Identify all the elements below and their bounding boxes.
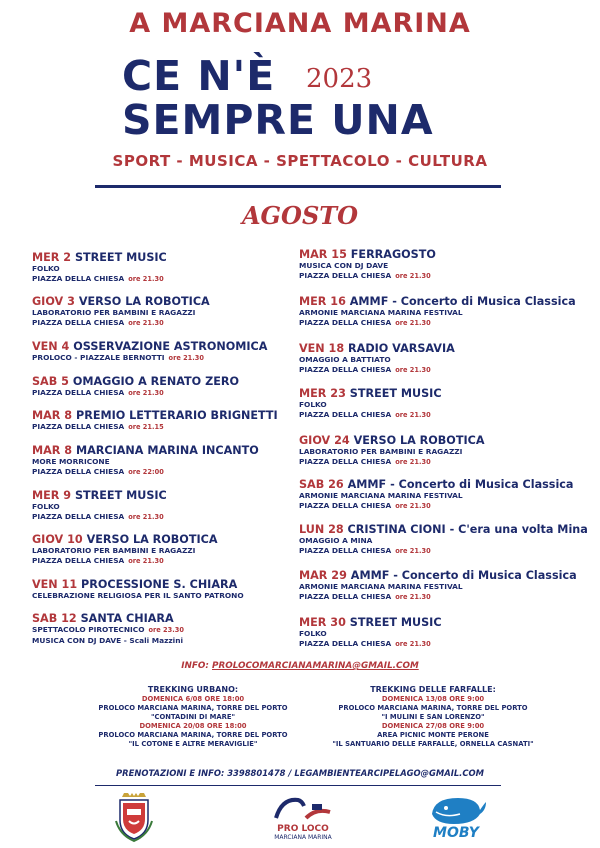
event-day: MER 23: [299, 387, 346, 400]
event-day: MAR 8: [32, 409, 73, 422]
town-title: A MARCIANA MARINA: [129, 8, 471, 39]
event-detail: [32, 318, 322, 329]
event-title: VERSO LA ROBOTICA: [353, 434, 485, 447]
event-time: ore 21.30: [395, 410, 431, 419]
event-item: [32, 295, 322, 328]
event-time: ore 21.30: [128, 556, 164, 565]
event-detail-text: PIAZZA DELLA CHIESA: [299, 500, 392, 510]
event-title: AMMF - Concerto di Musica Classica: [350, 569, 577, 582]
event-detail: [299, 410, 589, 421]
event-detail-text: PIAZZA DELLA CHIESA: [299, 591, 392, 601]
event-detail: [32, 308, 322, 318]
event-detail-text: PIAZZA DELLA CHIESA: [299, 270, 392, 280]
event-detail: [32, 502, 322, 512]
event-detail-text: PIAZZA DELLA CHIESA: [299, 317, 392, 327]
event-time: ore 21.15: [128, 423, 164, 431]
event-detail: [32, 457, 322, 467]
event-item: [32, 251, 322, 284]
event-item: [32, 375, 322, 399]
event-detail: [299, 400, 589, 410]
trek-place: PROLOCO MARCIANA MARINA, TORRE DEL PORTO: [98, 731, 288, 739]
event-detail-text: FOLKO: [32, 264, 60, 273]
event-time: ore 21.30: [128, 274, 164, 283]
event-detail: [32, 467, 322, 478]
trek-name: "IL SANTUARIO DELLE FARFALLE, ORNELLA CASNATI": [332, 740, 534, 748]
event-heading: [32, 409, 322, 422]
trek-date: DOMENICA 20/08 ORE 18:00: [139, 722, 247, 730]
event-time: ore 21.30: [395, 592, 431, 601]
event-detail: [32, 546, 322, 556]
event-detail-text: PROLOCO - PIAZZALE BERNOTTI: [32, 353, 165, 362]
event-detail-text: LABORATORIO PER BAMBINI E RAGAZZI: [32, 546, 196, 555]
event-item: [299, 478, 589, 511]
event-item: [299, 569, 589, 602]
event-title: VERSO LA ROBOTICA: [78, 295, 210, 308]
event-item: [299, 342, 589, 375]
event-title: AMMF - Concerto di Musica Classica: [347, 478, 574, 491]
event-title: OSSERVAZIONE ASTRONOMICA: [73, 340, 268, 353]
event-day: SAB 12: [32, 612, 77, 625]
info-line: [0, 661, 600, 671]
header-divider: [95, 185, 501, 188]
event-time: ore 21.30: [395, 546, 431, 555]
event-detail-text: PIAZZA DELLA CHIESA: [32, 511, 125, 521]
event-heading: [299, 523, 589, 536]
event-detail-text: PIAZZA DELLA CHIESA: [32, 422, 125, 431]
event-time: ore 22:00: [128, 467, 164, 476]
event-time: ore 23.30: [148, 626, 184, 634]
event-detail: [32, 636, 322, 646]
event-detail-text: PIAZZA DELLA CHIESA: [299, 456, 392, 466]
event-title: SANTA CHIARA: [80, 612, 174, 625]
event-heading: [299, 616, 589, 629]
event-heading: [32, 578, 322, 591]
coat-of-arms-icon: [114, 791, 154, 843]
event-item: [299, 248, 589, 281]
event-time: ore 21.30: [395, 501, 431, 510]
event-heading: [32, 533, 322, 546]
event-title: STREET MUSIC: [74, 489, 167, 502]
trekking-urbano: [58, 684, 328, 749]
event-item: [299, 523, 589, 556]
event-detail-text: FOLKO: [299, 629, 327, 638]
event-day: MER 16: [299, 295, 346, 308]
event-heading: [32, 375, 322, 388]
event-detail-text: PIAZZA DELLA CHIESA: [32, 273, 125, 283]
event-item: [299, 616, 589, 649]
event-detail: [299, 308, 589, 318]
event-detail: [299, 355, 589, 365]
event-item: [32, 409, 322, 433]
event-heading: [32, 612, 322, 625]
event-detail: [299, 546, 589, 557]
event-heading: [299, 387, 589, 400]
event-title: AMMF - Concerto di Musica Classica: [349, 295, 576, 308]
event-time: ore 21.30: [128, 389, 164, 397]
headline-line1: CE N'È: [122, 52, 276, 100]
event-detail-text: LABORATORIO PER BAMBINI E RAGAZZI: [32, 308, 196, 317]
event-heading: [299, 434, 589, 447]
event-detail: [32, 388, 322, 399]
event-day: MAR 29: [299, 569, 347, 582]
tagline: SPORT - MUSICA - SPETTACOLO - CULTURA: [112, 152, 488, 170]
event-detail-text: PIAZZA DELLA CHIESA: [32, 555, 125, 565]
event-day: VEN 18: [299, 342, 345, 355]
event-day: VEN 11: [32, 578, 78, 591]
event-day: MER 2: [32, 251, 72, 264]
headline-line2: SEMPRE UNA: [122, 96, 434, 144]
event-day: MAR 8: [32, 444, 73, 457]
event-title: MARCIANA MARINA INCANTO: [76, 444, 259, 457]
event-time: ore 21.30: [128, 512, 164, 521]
event-detail-text: ARMONIE MARCIANA MARINA FESTIVAL: [299, 491, 463, 500]
event-time: ore 21.30: [395, 318, 431, 327]
event-detail: [32, 353, 322, 364]
proloco-logo: [268, 796, 338, 842]
booking-info: PRENOTAZIONI E INFO: 3398801478 / LEGAMBIENTEARCIPELAGO@GMAIL.COM: [116, 768, 484, 778]
event-detail-text: FOLKO: [32, 502, 60, 511]
event-detail-text: PIAZZA DELLA CHIESA: [299, 545, 392, 555]
event-title: VERSO LA ROBOTICA: [86, 533, 218, 546]
trek-date: DOMENICA 27/08 ORE 9:00: [381, 722, 485, 730]
event-heading: [32, 444, 322, 457]
trek-place: PROLOCO MARCIANA MARINA, TORRE DEL PORTO: [98, 704, 288, 712]
event-detail: [299, 271, 589, 282]
event-title: PROCESSIONE S. CHIARA: [81, 578, 238, 591]
event-day: SAB 26: [299, 478, 344, 491]
event-title: STREET MUSIC: [349, 616, 442, 629]
trekking-urbano-title: TREKKING URBANO:: [147, 685, 239, 694]
event-detail-text: PIAZZA DELLA CHIESA: [32, 317, 125, 327]
event-item: [32, 489, 322, 522]
year-label: 2023: [306, 64, 373, 94]
event-detail-text: OMAGGIO A MINA: [299, 536, 373, 545]
moby-name: MOBY: [433, 825, 479, 841]
event-detail: [32, 625, 322, 636]
event-time: ore 21.30: [395, 365, 431, 374]
event-detail: [299, 491, 589, 501]
event-heading: [299, 478, 589, 491]
event-detail-text: MUSICA CON DJ DAVE: [299, 261, 389, 270]
trekking-farfalle: [298, 684, 568, 749]
event-detail: [299, 639, 589, 650]
event-detail: [32, 264, 322, 274]
event-item: [32, 533, 322, 566]
info-label: INFO:: [181, 661, 209, 671]
trek-date: DOMENICA 13/08 ORE 9:00: [381, 695, 485, 703]
event-day: GIOV 24: [299, 434, 350, 447]
event-detail-text: PIAZZA DELLA CHIESA: [299, 364, 392, 374]
event-day: GIOV 3: [32, 295, 75, 308]
event-day: LUN 28: [299, 523, 344, 536]
event-item: [32, 578, 322, 601]
event-detail: [299, 536, 589, 546]
event-detail: [299, 501, 589, 512]
event-title: CRISTINA CIONI - C'era una volta Mina: [347, 523, 588, 536]
trek-name: "IL COTONE E ALTRE MERAVIGLIE": [128, 740, 258, 748]
event-detail-text: PIAZZA DELLA CHIESA: [299, 409, 392, 419]
proloco-arch-icon: [272, 796, 334, 820]
event-title: RADIO VARSAVIA: [348, 342, 455, 355]
event-detail-text: PIAZZA DELLA CHIESA: [32, 466, 125, 476]
event-item: [299, 434, 589, 467]
trek-name: "CONTADINI DI MARE": [150, 713, 236, 721]
event-detail: [299, 457, 589, 468]
event-detail-text: FOLKO: [299, 400, 327, 409]
event-day: MER 9: [32, 489, 72, 502]
event-detail: [299, 365, 589, 376]
event-detail: [299, 318, 589, 329]
event-detail: [299, 447, 589, 457]
event-title: OMAGGIO A RENATO ZERO: [72, 375, 239, 388]
event-day: VEN 4: [32, 340, 70, 353]
event-heading: [32, 251, 322, 264]
event-detail: [32, 591, 322, 601]
event-time: ore 21.30: [395, 457, 431, 466]
trek-name: "I MULINI E SAN LORENZO": [381, 713, 485, 721]
event-time: ore 21.30: [128, 318, 164, 327]
event-heading: [299, 342, 589, 355]
event-day: SAB 5: [32, 375, 69, 388]
event-detail: [299, 582, 589, 592]
event-detail: [299, 592, 589, 603]
event-title: PREMIO LETTERARIO BRIGNETTI: [76, 409, 278, 422]
event-heading: [299, 248, 589, 261]
event-title: STREET MUSIC: [349, 387, 442, 400]
event-detail-text: OMAGGIO A BATTIATO: [299, 355, 391, 364]
event-detail-text: LABORATORIO PER BAMBINI E RAGAZZI: [299, 447, 463, 456]
trek-place: PROLOCO MARCIANA MARINA, TORRE DEL PORTO: [338, 704, 528, 712]
info-email-link[interactable]: PROLOCOMARCIANAMARINA@GMAIL.COM: [212, 661, 419, 671]
event-detail-text: PIAZZA DELLA CHIESA: [32, 388, 125, 397]
proloco-subtitle: MARCIANA MARINA: [274, 834, 332, 841]
event-heading: [32, 340, 322, 353]
event-detail: [32, 274, 322, 285]
event-heading: [32, 295, 322, 308]
event-detail-text: CELEBRAZIONE RELIGIOSA PER IL SANTO PATRONO: [32, 591, 244, 600]
footer-divider: [95, 785, 501, 786]
event-item: [32, 340, 322, 364]
event-time: ore 21.30: [395, 639, 431, 648]
proloco-name: PRO LOCO: [277, 824, 329, 834]
event-day: MER 30: [299, 616, 346, 629]
whale-icon: [426, 794, 486, 824]
event-item: [299, 387, 589, 420]
month-title: AGOSTO: [241, 201, 359, 230]
event-detail: [32, 556, 322, 567]
trek-date: DOMENICA 6/08 ORE 18:00: [141, 695, 245, 703]
event-detail: [299, 629, 589, 639]
event-detail: [32, 422, 322, 433]
event-item: [299, 295, 589, 328]
event-item: [32, 612, 322, 645]
event-detail-text: PIAZZA DELLA CHIESA: [299, 638, 392, 648]
event-detail: [299, 261, 589, 271]
moby-logo: [424, 794, 488, 840]
event-detail-text: ARMONIE MARCIANA MARINA FESTIVAL: [299, 308, 463, 317]
trekking-farfalle-title: TREKKING DELLE FARFALLE:: [370, 685, 496, 694]
event-title: STREET MUSIC: [74, 251, 167, 264]
event-title: FERRAGOSTO: [350, 248, 436, 261]
event-item: [32, 444, 322, 477]
event-heading: [299, 569, 589, 582]
event-heading: [299, 295, 589, 308]
event-detail-text: MUSICA CON DJ DAVE - Scali Mazzini: [32, 635, 184, 645]
event-time: ore 21.30: [168, 354, 204, 362]
trek-place: AREA PICNIC MONTE PERONE: [377, 731, 489, 739]
event-detail-text: MORE MORRICONE: [32, 457, 110, 466]
event-day: GIOV 10: [32, 533, 83, 546]
event-detail: [32, 512, 322, 523]
event-detail-text: SPETTACOLO PIROTECNICO: [32, 625, 145, 634]
event-time: ore 21.30: [395, 271, 431, 280]
event-day: MAR 15: [299, 248, 347, 261]
event-detail-text: ARMONIE MARCIANA MARINA FESTIVAL: [299, 582, 463, 591]
event-heading: [32, 489, 322, 502]
